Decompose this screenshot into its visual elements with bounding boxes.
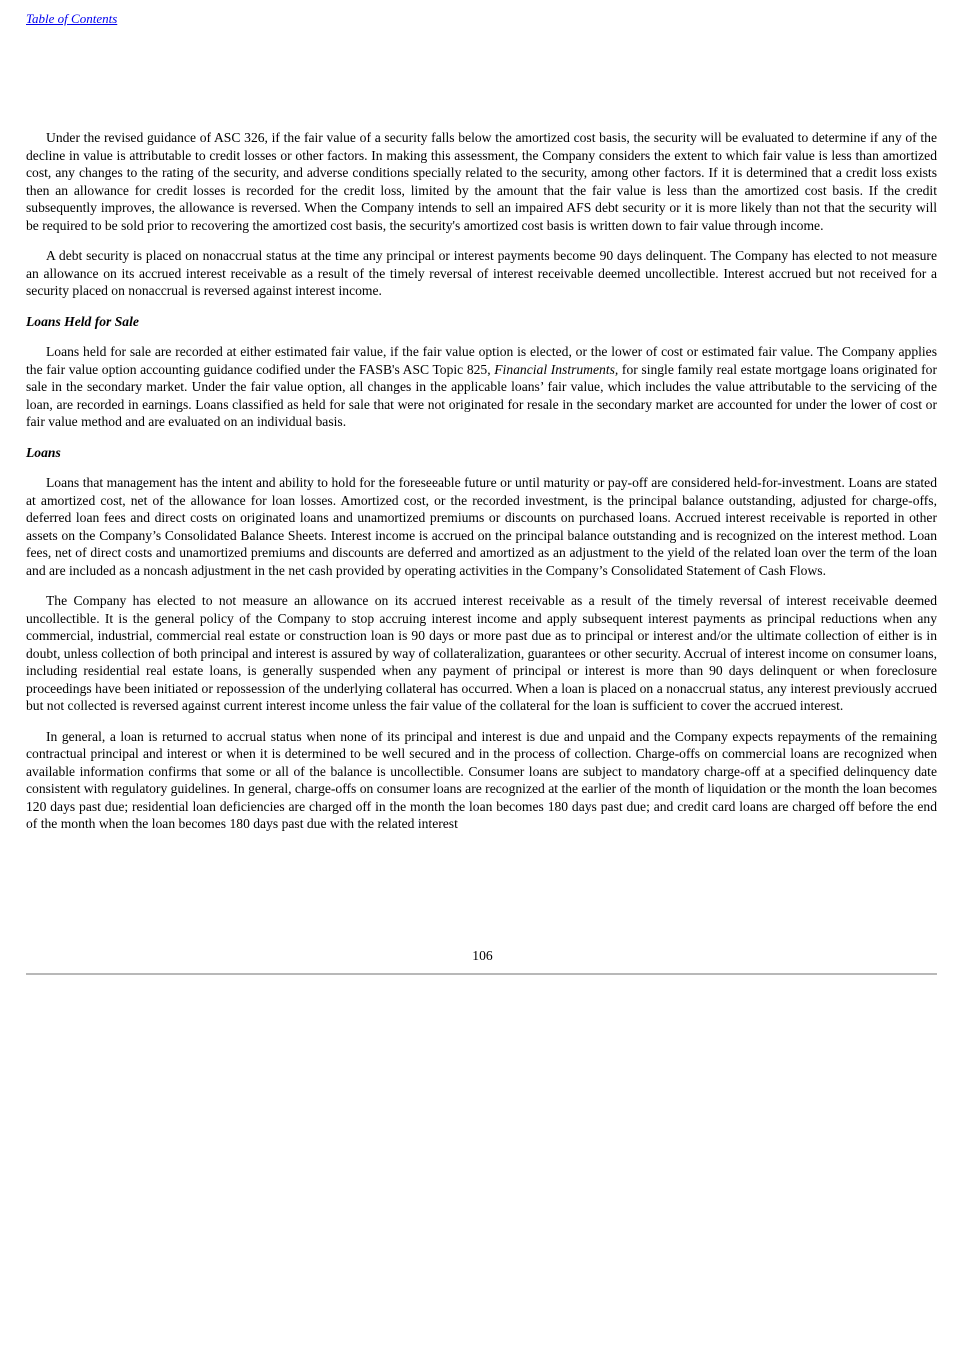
paragraph-debt-nonaccrual: A debt security is placed on nonaccrual status at the time any principal or interest payments become 90 days delinquent. The Company has elected to not measure an allowance on its accrued interest receivable as a result of the timely reversal of interest receivable deemed uncollectible. Interest accrued but not received for a security placed on nonaccrual is reversed against interest income. <box>26 248 937 298</box>
paragraph-loans-held-for-investment: Loans that management has the intent and ability to hold for the foreseeable future or until maturity or pay-off are considered held-for-investment. Loans are stated at amortized cost, net of the allowance for loan losses. Amortized cost, or the recorded investment, is the principal balance outstanding, adjusted for charge-offs, deferred loan fees and direct costs on originated loans and unamortized premiums or discounts on purchased loans. Accrued interest receivable is reported in other assets on the Company’s Consolidated Balance Sheets. Interest income is accrued on the principal balance outstanding and is recognized on the interest method. Loan fees, net of direct costs and unamortized premiums and discounts are deferred and amortized as an adjustment to the yield of the related loan over the term of the loan and are included as a noncash adjustment in the net cash provided by operating activities in the Company’s Consolidated Statement of Cash Flows. <box>26 475 937 578</box>
paragraph-asc326-impairment: Under the revised guidance of ASC 326, if the fair value of a security falls below the amortized cost basis, the security will be evaluated to determine if any of the decline in value is attributable to credit losses or other factors. In making this assessment, the Company considers the extent to which fair value is less than amortized cost, any changes to the rating of the security, and adverse conditions specially related to the security, among other factors. If it is determined that a credit loss exists then an allowance for credit losses is recorded for the credit loss, limited by the amount that the fair value is less than the amortized cost basis. If the credit subsequently improves, the allowance is reversed. When the Company intends to sell an impaired AFS debt security or it is more likely than not that the security will be required to be sold prior to recovering the amortized cost basis, the security's amortized cost basis is written down to fair value through income. <box>26 130 937 233</box>
lhfs-text-before: Loans held for sale are recorded at either estimated fair value, if the fair value option is elected, or the lower of cost or estimated fair value. The Company applies the fair value option accounting guidance codified under the FASB's ASC Topic 825, <box>26 344 937 377</box>
page-number: 106 <box>472 948 493 963</box>
heading-loans-held-for-sale: Loans Held for Sale <box>26 313 139 329</box>
footer-divider <box>26 973 937 975</box>
table-of-contents-link[interactable]: Table of Contents <box>26 11 118 26</box>
paragraph-loans-held-for-sale <box>26 343 937 431</box>
paragraph-accrued-interest-policy: The Company has elected to not measure an allowance on its accrued interest receivable as a result of the timely reversal of interest receivable deemed uncollectible. It is the general policy of the Company to stop accruing interest income and apply subsequent interest payments as principal reductions when any commercial, industrial, commercial real estate or construction loan is 90 days or more past due as to principal or interest and/or the ultimate collection of either is in doubt, unless collection of both principal and interest is assured by way of collateralization, guarantees or other security. Accrual of interest income on consumer loans, including residential real estate loans, is generally suspended when any payment of principal or interest is more than 90 days delinquent or when foreclosure proceedings have been initiated or repossession of the underlying collateral has occurred. When a loan is placed on a nonaccrual status, any interest previously accrued but not collected is reversed against current interest income unless the fair value of the collateral for the loan is sufficient to cover the accrued interest. <box>26 593 937 713</box>
paragraph-accrual-status-chargeoffs: In general, a loan is returned to accrual status when none of its principal and interest is due and unpaid and the Company expects repayments of the remaining contractual principal and interest or when it is determined to be well secured and in the process of collection. Charge-offs on commercial loans are recognized when available information confirms that some or all of the balance is uncollectible. Consumer loans are subject to mandatory charge-off at a specified delinquency date consistent with regulatory guidelines. In general, charge-offs on consumer loans are recognized at the earlier of the month of liquidation or the month the loan becomes 120 days past due; residential loan deficiencies are charged off in the month the loan becomes 180 days past due; and credit card loans are charged off before the end of the month when the loan becomes 180 days past due with the related interest <box>26 728 937 831</box>
heading-loans: Loans <box>26 444 61 460</box>
document-body <box>26 129 937 846</box>
lhfs-text-after: for single family real estate mortgage loans originated for sale in the secondary market. Under the fair value option, all changes in the applicable loans’ fair value, which includes the value attributable to the servicing of the loan, are recorded in earnings. Loans classified as held for sale that were not originated for resale in the secondary market are accounted for under the lower of cost or fair value method and are evaluated on an individual basis. <box>26 361 937 429</box>
lhfs-financial-instruments-title: Financial Instruments, <box>494 361 619 377</box>
